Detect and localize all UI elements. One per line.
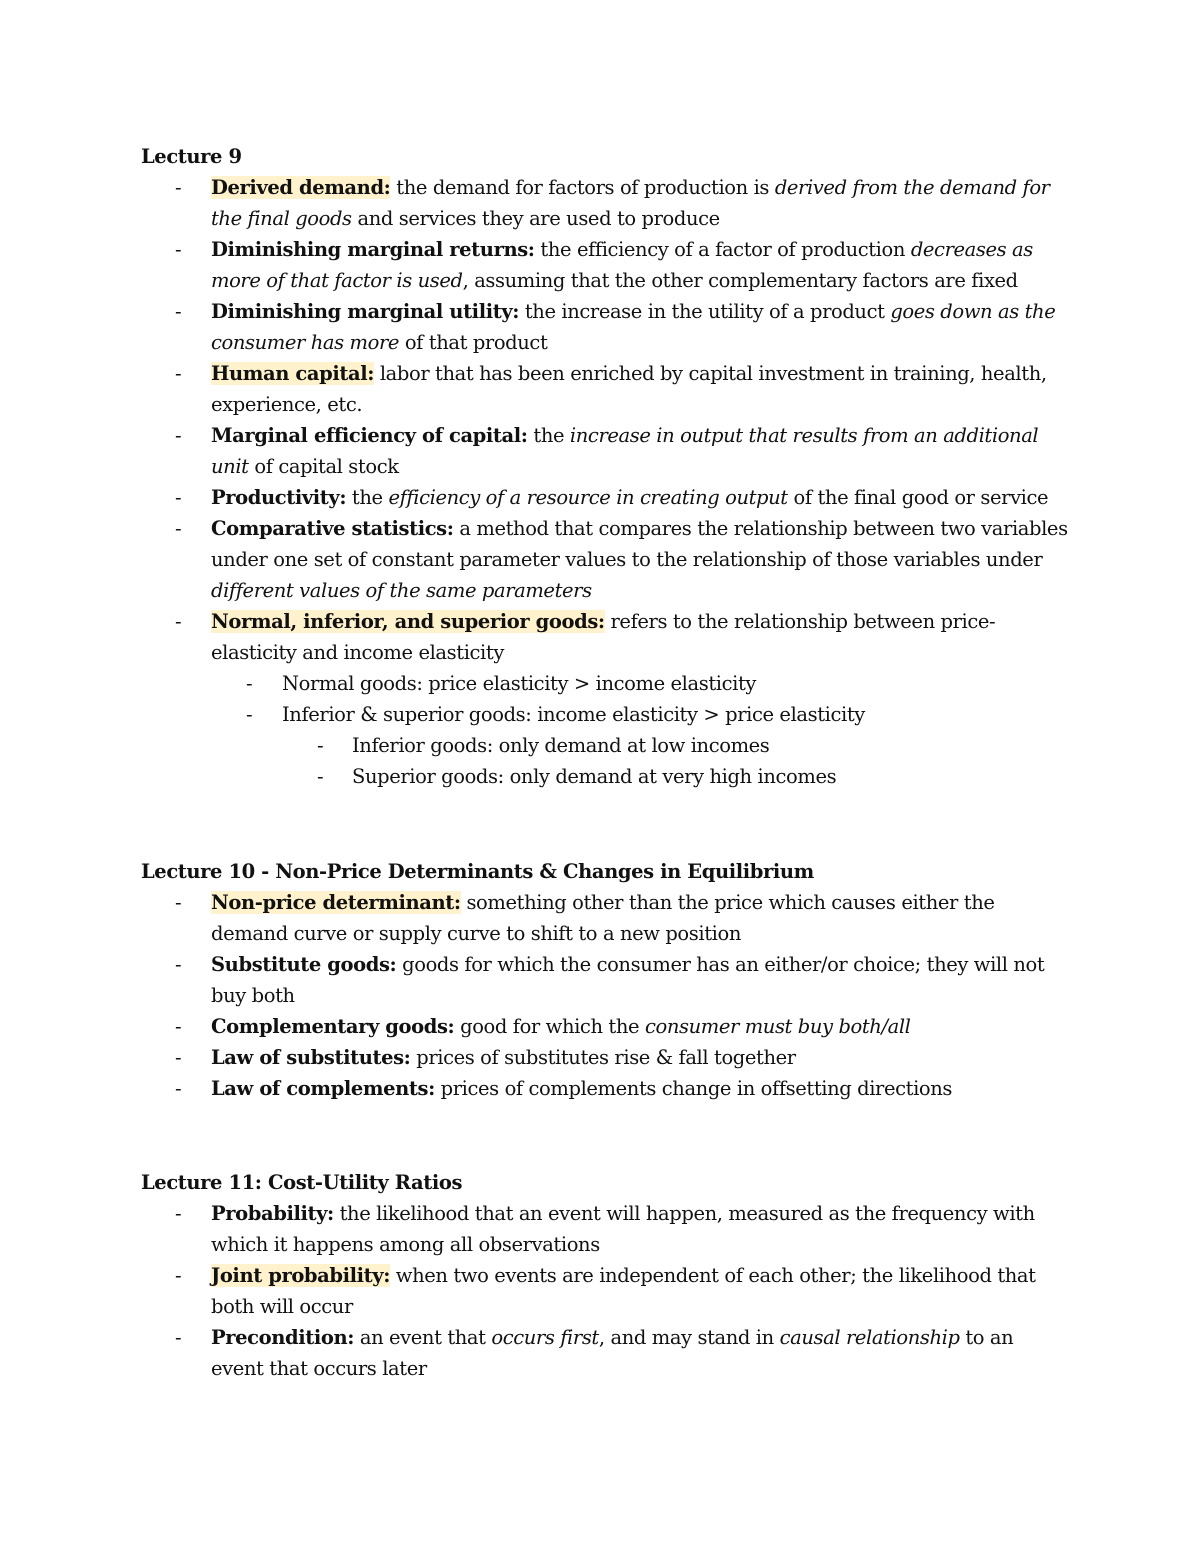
definition-text: Inferior goods: only demand at low incomes (352, 734, 770, 757)
section-heading: Lecture 11: Cost-Utility Ratios (141, 1171, 463, 1194)
definition-text: of the final good or service (787, 486, 1049, 509)
bullet-dash: - (175, 362, 182, 385)
definition-text: of that product (399, 331, 548, 354)
definition-text: the increase in the utility of a product (519, 300, 891, 323)
emphasized-text: goes down as the consumer has more (211, 300, 1056, 354)
definition-term: Diminishing marginal utility: (211, 300, 520, 323)
bullet-dash: - (175, 891, 182, 914)
definition-list (141, 887, 1071, 1104)
emphasized-text: occurs first (491, 1326, 599, 1349)
list-item (141, 949, 1071, 1011)
section-lecture-11 (141, 1167, 1071, 1384)
definition-text: , and may stand in (598, 1326, 780, 1349)
definition-text: good for which the (454, 1015, 645, 1038)
definition-text: a method that compares the relationship between two variables under one set of constant parameter values to the relationship of those variables under (211, 517, 1068, 571)
sub-list-item (141, 668, 1071, 699)
bullet-dash: - (175, 517, 182, 540)
bullet-dash: - (175, 300, 182, 323)
sub-list-item (141, 699, 1071, 730)
bullet-dash: - (246, 672, 253, 695)
definition-text: the demand for factors of production is (390, 176, 775, 199)
definition-text: Inferior & superior goods: income elasticity > price elasticity (282, 703, 865, 726)
list-item (141, 358, 1071, 420)
bullet-dash: - (175, 1015, 182, 1038)
bullet-dash: - (175, 238, 182, 261)
definition-term: Derived demand: (211, 176, 391, 199)
list-item (141, 513, 1071, 606)
definition-text: refers to the relationship between price-elasticity and income elasticity (211, 610, 996, 664)
bullet-dash: - (175, 953, 182, 976)
list-item (141, 482, 1071, 513)
section-lecture-10 (141, 856, 1071, 1104)
emphasized-text: derived from the demand for the final goods (211, 176, 1050, 230)
bullet-dash: - (175, 176, 182, 199)
emphasized-text: consumer must buy both/all (644, 1015, 911, 1038)
bullet-dash: - (246, 703, 253, 726)
bullet-dash: - (175, 1326, 182, 1349)
definition-text: something other than the price which causes either the demand curve or supply curve to shift to a new position (211, 891, 995, 945)
list-item (141, 1322, 1071, 1384)
sub-list-item (141, 730, 1071, 761)
list-item (141, 234, 1071, 296)
definition-term: Joint probability: (211, 1264, 390, 1287)
bullet-dash: - (317, 765, 324, 788)
definition-text: Normal goods: price elasticity > income elasticity (282, 672, 757, 695)
definition-term: Law of substitutes: (211, 1046, 411, 1069)
definition-text: goods for which the consumer has an either/or choice; they will not buy both (211, 953, 1045, 1007)
definition-list (141, 1198, 1071, 1384)
emphasized-text: decreases as more of that factor is used (211, 238, 1033, 292)
definition-text: Superior goods: only demand at very high incomes (352, 765, 837, 788)
definition-text: the likelihood that an event will happen, measured as the frequency with which it happens among all observations (211, 1202, 1035, 1256)
definition-text: the (346, 486, 389, 509)
bullet-dash: - (175, 1077, 182, 1100)
sub-list-item (141, 761, 1071, 792)
section-heading: Lecture 9 (141, 145, 242, 168)
definition-term: Human capital: (211, 362, 375, 385)
definition-text: when two events are independent of each other; the likelihood that both will occur (211, 1264, 1036, 1318)
list-item (141, 1260, 1071, 1322)
bullet-dash: - (175, 1046, 182, 1069)
definition-term: Substitute goods: (211, 953, 397, 976)
list-item (141, 1198, 1071, 1260)
definition-text: , assuming that the other complementary factors are fixed (462, 269, 1018, 292)
definition-term: Probability: (211, 1202, 334, 1225)
definition-text: of capital stock (248, 455, 399, 478)
emphasized-text: causal relationship (779, 1326, 960, 1349)
bullet-dash: - (175, 1264, 182, 1287)
definition-text: prices of complements change in offsetting directions (434, 1077, 953, 1100)
list-item (141, 1042, 1071, 1073)
definition-text: and services they are used to produce (351, 207, 720, 230)
definition-term: Law of complements: (211, 1077, 435, 1100)
definition-term: Marginal efficiency of capital: (211, 424, 528, 447)
bullet-dash: - (175, 424, 182, 447)
list-item (141, 1073, 1071, 1104)
definition-text: the (527, 424, 570, 447)
list-item (141, 296, 1071, 358)
bullet-dash: - (175, 1202, 182, 1225)
definition-term: Normal, inferior, and superior goods: (211, 610, 605, 633)
definition-term: Diminishing marginal returns: (211, 238, 535, 261)
definition-text: prices of substitutes rise & fall together (410, 1046, 796, 1069)
definition-text: an event that (354, 1326, 492, 1349)
section-heading: Lecture 10 - Non-Price Determinants & Changes in Equilibrium (141, 860, 814, 883)
bullet-dash: - (317, 734, 324, 757)
definition-list (141, 172, 1071, 792)
list-item (141, 1011, 1071, 1042)
list-item (141, 172, 1071, 234)
list-item (141, 420, 1071, 482)
definition-term: Productivity: (211, 486, 347, 509)
definition-term: Complementary goods: (211, 1015, 455, 1038)
list-item (141, 606, 1071, 668)
bullet-dash: - (175, 610, 182, 633)
definition-term: Non-price determinant: (211, 891, 461, 914)
emphasized-text: different values of the same parameters (211, 579, 592, 602)
definition-term: Comparative statistics: (211, 517, 454, 540)
list-item (141, 887, 1071, 949)
emphasized-text: increase in output that results from an additional unit (211, 424, 1039, 478)
section-lecture-9 (141, 141, 1071, 792)
definition-term: Precondition: (211, 1326, 355, 1349)
definition-text: to an event that occurs later (211, 1326, 1014, 1380)
definition-text: labor that has been enriched by capital investment in training, health, experience, etc. (211, 362, 1047, 416)
emphasized-text: efficiency of a resource in creating output (388, 486, 788, 509)
bullet-dash: - (175, 486, 182, 509)
definition-text: the efficiency of a factor of production (534, 238, 911, 261)
